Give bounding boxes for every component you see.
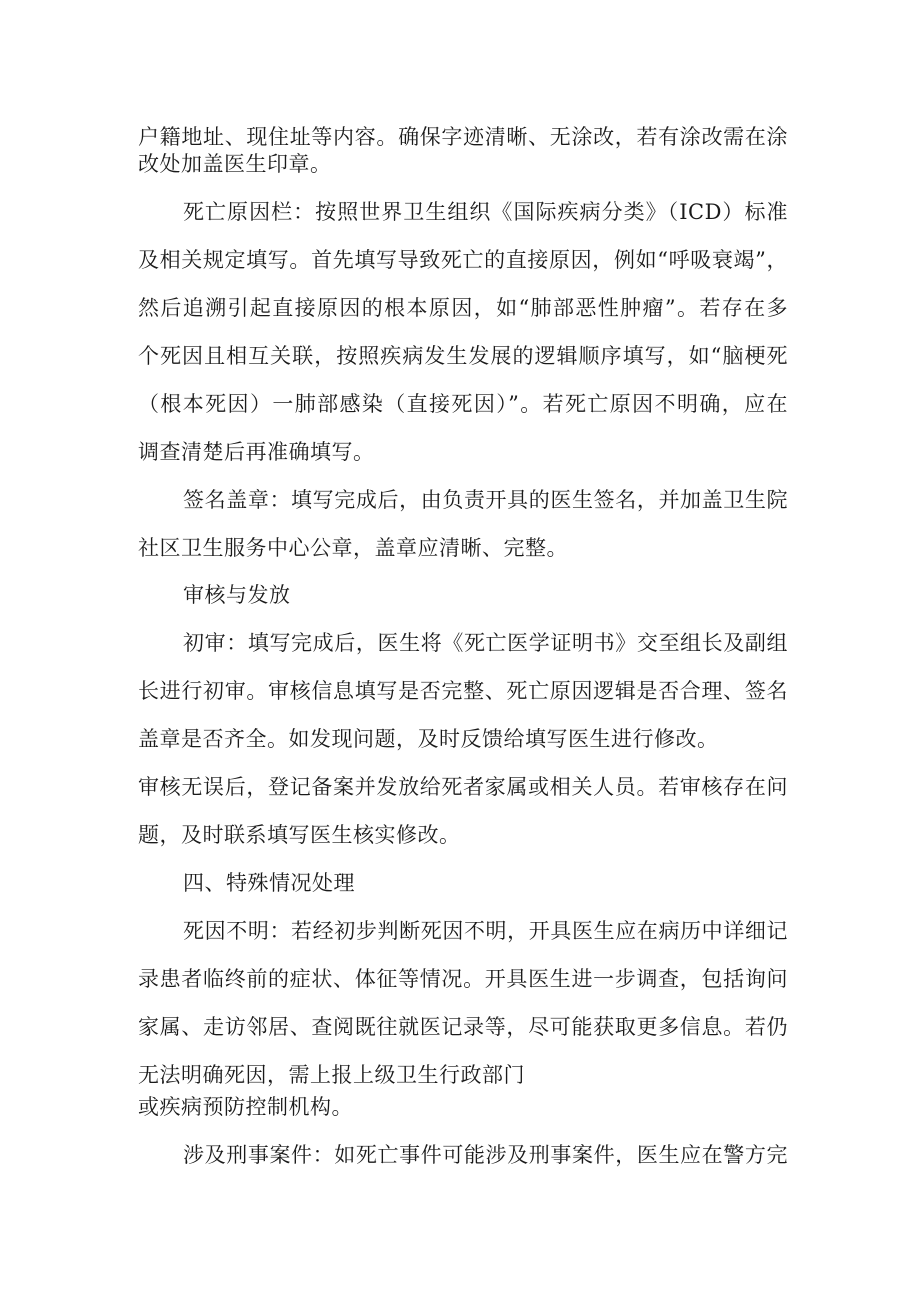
text-line: 户籍地址、现住址等内容。确保字迹清晰、无涂改，若有涂改需在涂 [138,125,788,149]
text-line: 死亡原因栏：按照世界卫生组织《国际疾病分类》（ICD）标准 [183,200,788,224]
text-line: 初审：填写完成后，医生将《死亡医学证明书》交至组长及副组 [183,631,788,655]
text-line: 死因不明：若经初步判断死因不明，开具医生应在病历中详细记 [183,919,788,943]
section-heading: 审核与发放 [183,583,291,607]
text-line: 或疾病预防控制机构。 [138,1095,353,1119]
text-line: 签名盖章：填写完成后，由负责开具的医生签名，并加盖卫生院 [183,488,788,512]
text-line: 盖章是否齐全。如发现问题，及时反馈给填写医生进行修改。 [138,727,719,751]
text-line: 长进行初审。审核信息填写是否完整、死亡原因逻辑是否合理、签名 [138,679,788,703]
text-line: 调查清楚后再准确填写。 [138,440,375,464]
text-line: 录患者临终前的症状、体征等情况。开具医生进一步调查，包括询问 [138,967,788,991]
text-line: 个死因且相互关联，按照疾病发生发展的逻辑顺序填写，如“脑梗死 [138,344,788,368]
text-line: （根本死因）一肺部感染（直接死因）”。若死亡原因不明确，应在 [138,392,788,416]
text-line: 审核无误后，登记备案并发放给死者家属或相关人员。若审核存在问 [138,775,788,799]
text-line: 家属、走访邻居、查阅既往就医记录等，尽可能获取更多信息。若仍 [138,1015,788,1039]
text-line: 题，及时联系填写医生核实修改。 [138,823,461,847]
text-line: 然后追溯引起直接原因的根本原因，如“肺部恶性肿瘤”。若存在多 [138,296,788,320]
text-line: 无法明确死因，需上报上级卫生行政部门 [138,1063,525,1087]
text-line: 及相关规定填写。首先填写导致死亡的直接原因，例如“呼吸衰竭”， [138,248,788,272]
section-heading: 四、特殊情况处理 [183,871,355,895]
text-line: 社区卫生服务中心公章，盖章应清晰、完整。 [138,536,568,560]
text-line: 改处加盖医生印章。 [138,152,332,176]
text-line: 涉及刑事案件：如死亡事件可能涉及刑事案件，医生应在警方完 [183,1143,788,1167]
